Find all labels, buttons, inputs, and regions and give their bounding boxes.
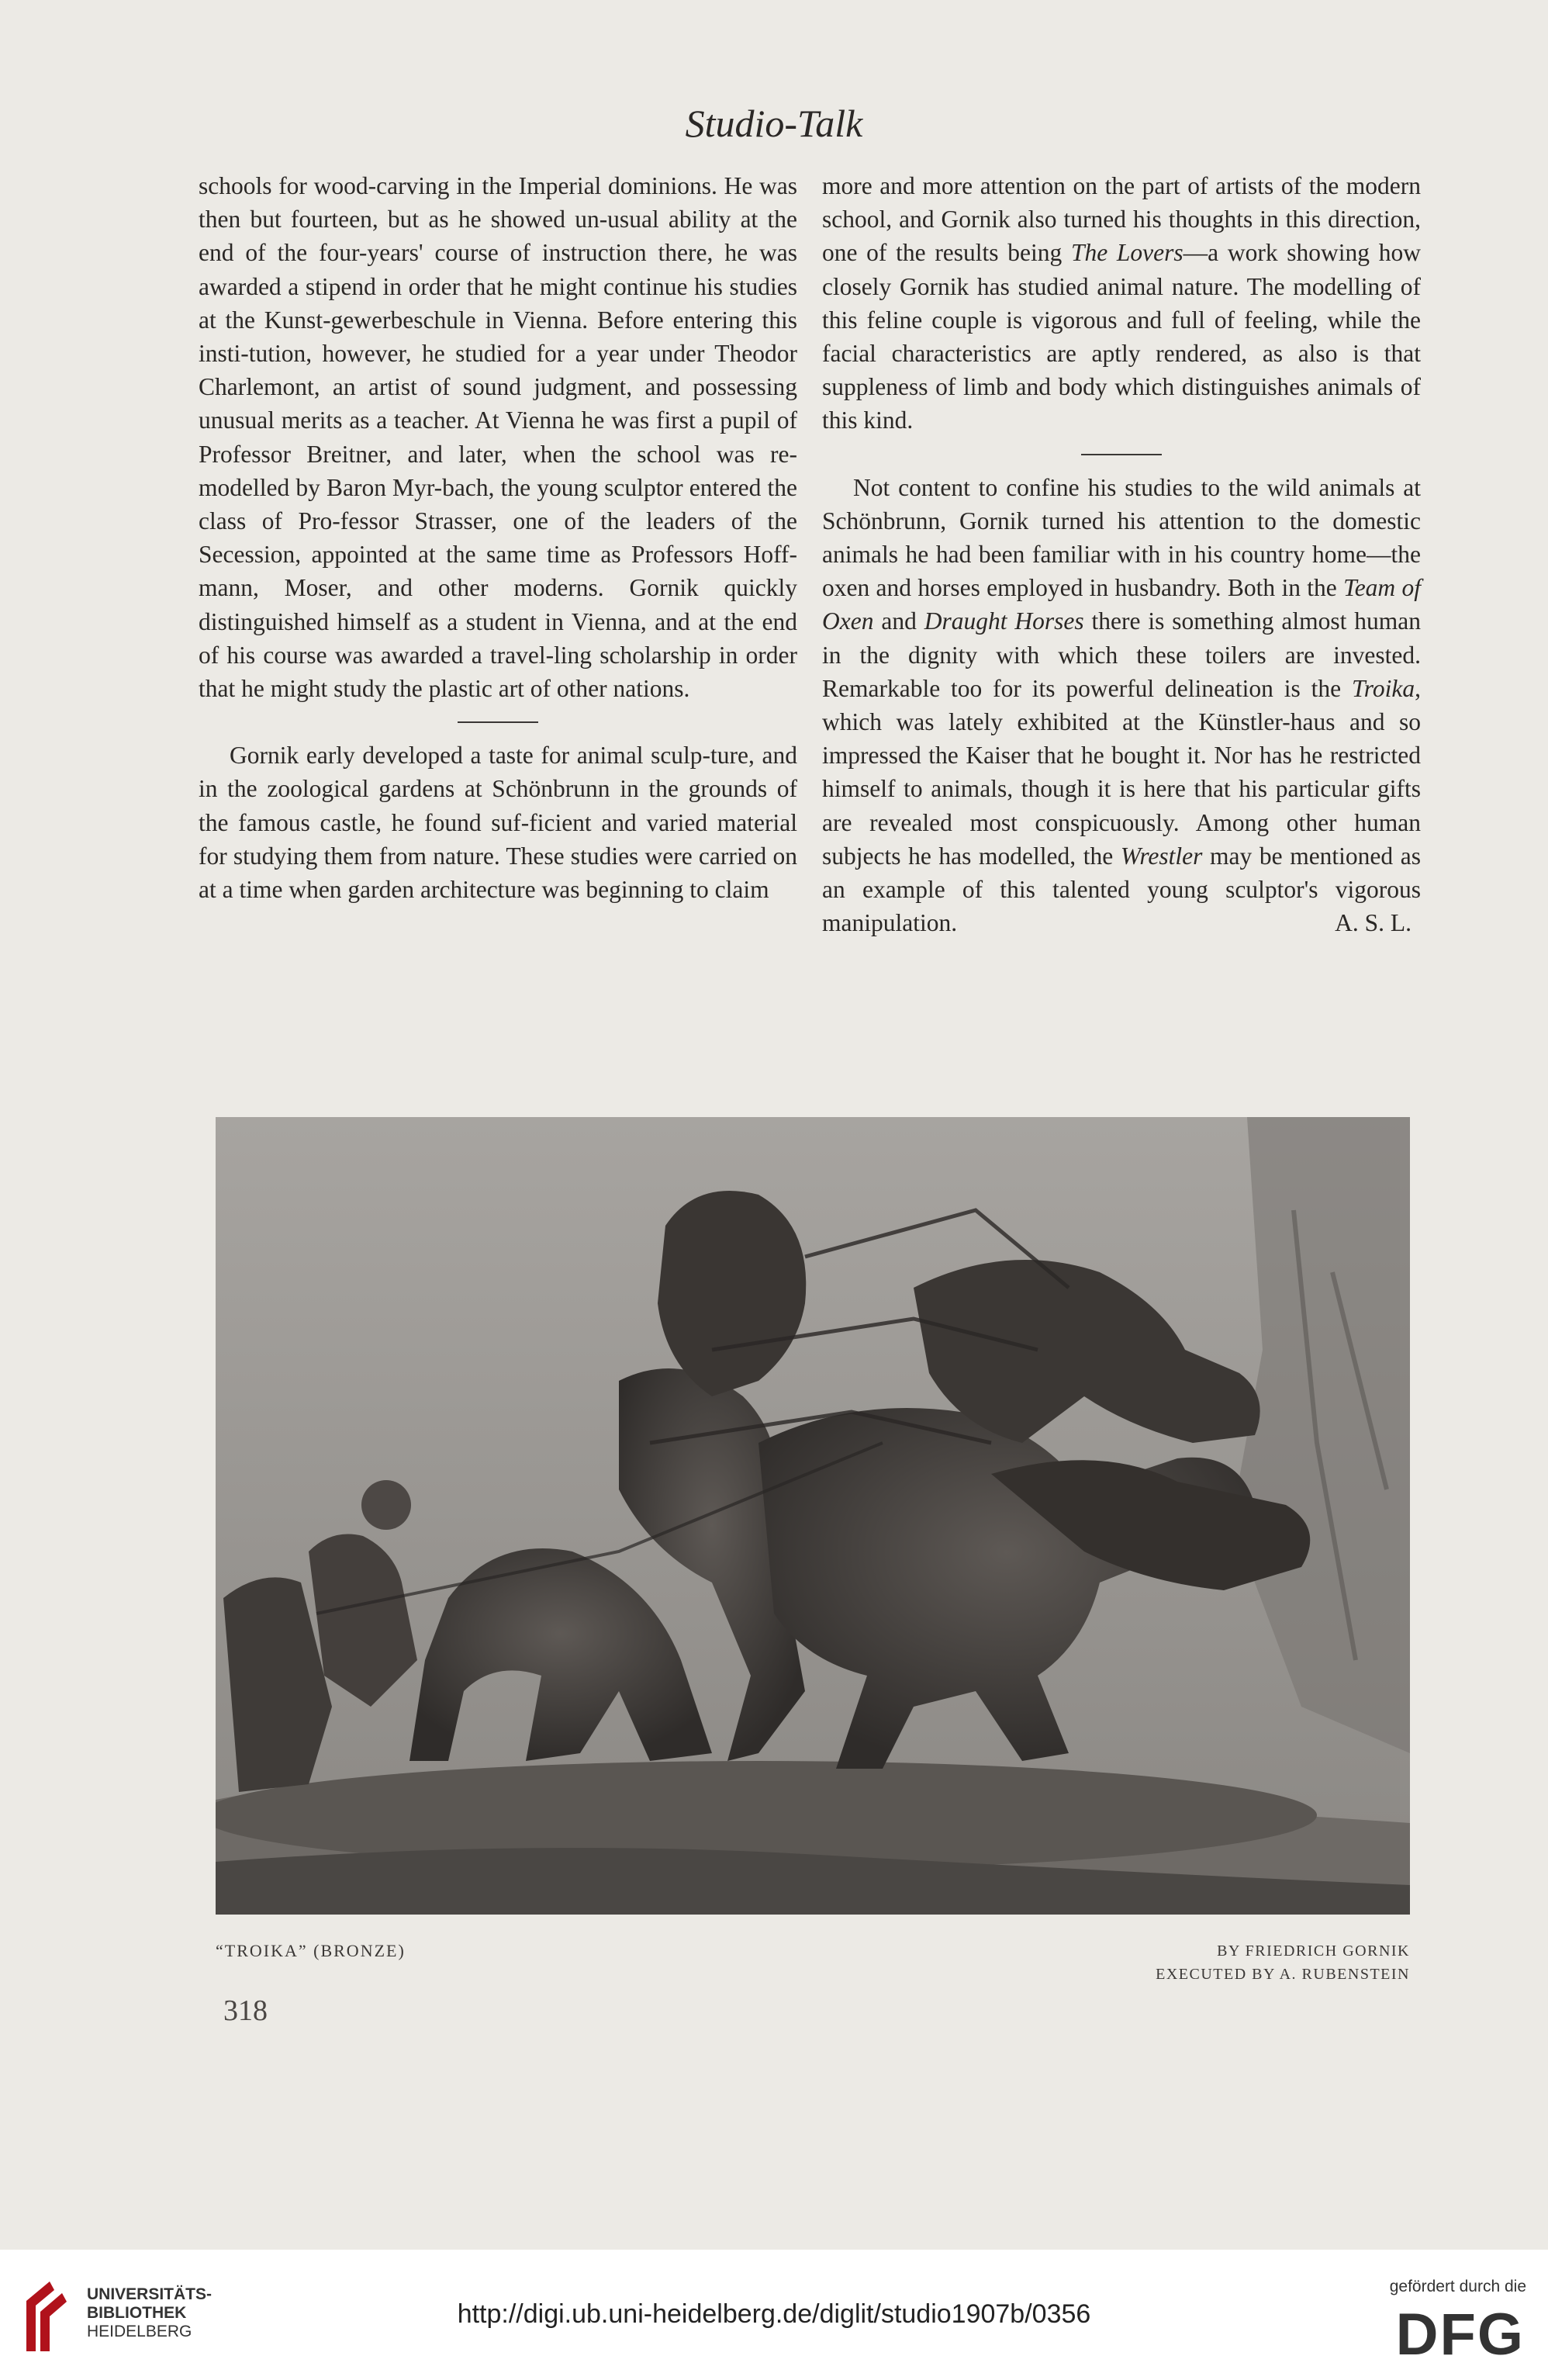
artwork-title-draught-horses: Draught Horses — [924, 607, 1084, 635]
text-run: more and more attention on the part of artists of the modern school, and Gornik also turned his thoughts in this direction, one of the results being — [822, 172, 1421, 267]
text-run: , which was lately exhibited at the Künstler-haus and so impressed the Kaiser that he bought it. Nor has he restricted himself to animals, though it is here that his particular gifts are revealed most conspicuously. Among other human subjects he has modelled, the — [822, 674, 1421, 870]
page-number: 318 — [223, 1994, 268, 2027]
artwork-title-team-of-oxen: Team of Oxen — [822, 574, 1422, 635]
text-run: —a work showing how closely Gornik has studied animal nature. The modelling of this feline couple is vigorous and full of feeling, while the facial characteristics are aptly rendered, as also is that suppleness of limb and body which distinguishes animals of this kind. — [822, 239, 1421, 434]
funding-note: gefördert durch die — [1389, 2278, 1526, 2295]
section-rule — [1081, 454, 1162, 455]
dfg-logo: DFG — [1395, 2302, 1525, 2368]
author-signature: A. S. L. — [1335, 909, 1412, 937]
text-run: there is something almost human in the dignity with which these toilers are invested. Remarkable too for its powerful delineation is the — [822, 607, 1422, 702]
left-paragraph-2: Gornik early developed a taste for animal sculp-ture, and in the zoological gardens at Schönbrunn in the grounds of the famous castle, he found suf-ficient and varied material for studying them from nature. These studies were carried on at a time when garden architecture was beginning to claim — [199, 742, 797, 904]
right-paragraph-2 — [822, 471, 1421, 940]
caption-executor: EXECUTED BY A. RUBENSTEIN — [1156, 1966, 1410, 1983]
text-run: may be mentioned as an example of this talented young sculptor's vigorous manipulation. — [822, 842, 1422, 937]
photo-caption-credit — [1156, 1939, 1410, 1986]
section-rule — [458, 721, 538, 723]
text-run: Not content to confine his studies to the wild animals at Schönbrunn, Gornik turned his attention to the domestic animals he had been familiar with in his country home—the oxen and horses employed in husbandry. Both in the — [822, 473, 1421, 602]
photo-caption-title: “TROIKA” (BRONZE) — [216, 1941, 406, 1960]
text-run: and — [873, 607, 924, 635]
artwork-title-wrestler: Wrestler — [1120, 842, 1203, 870]
digitization-footer — [0, 2250, 1548, 2380]
artwork-title-troika: Troika — [1352, 674, 1415, 702]
right-column — [822, 169, 1421, 940]
running-head: Studio-Talk — [685, 102, 863, 145]
left-paragraph-1: schools for wood-carving in the Imperial dominions. He was then but fourteen, but as he showed un-usual ability at the end of the four-years' course of instruction there, he was awarded a stipend in order that he might continue his studies at the Kunst-gewerbeschule in Vienna. Before entering this insti-tution, however, he studied for a year under Theodor Charlemont, an artist of sound judgment, and possessing unusual merits as a teacher. At Vienna he was first a pupil of Professor Breitner, and later, when the school was re-modelled by Baron Myr-bach, the young sculptor entered the class of Pro-fessor Strasser, one of the leaders of the Secession, appointed at the same time as Professors Hoff-mann, Moser, and other moderns. Gornik quickly distinguished himself as a student in Vienna, and at the end of his course was awarded a travel-ling scholarship in order that he might study the plastic art of other nations. — [199, 172, 797, 703]
artwork-title-lovers: The Lovers — [1070, 239, 1183, 267]
right-paragraph-1 — [822, 169, 1421, 438]
permalink-url[interactable]: http://digi.ub.uni-heidelberg.de/diglit/studio1907b/0356 — [457, 2299, 1091, 2329]
library-name-line-3: HEIDELBERG — [87, 2323, 192, 2340]
troika-sculpture-photo — [216, 1117, 1410, 1915]
library-name-line-2: BIBLIOTHEK — [87, 2304, 187, 2322]
left-column — [199, 169, 797, 906]
caption-artist: BY FRIEDRICH GORNIK — [1217, 1942, 1410, 1960]
library-name-line-1: UNIVERSITÄTS- — [87, 2285, 213, 2303]
